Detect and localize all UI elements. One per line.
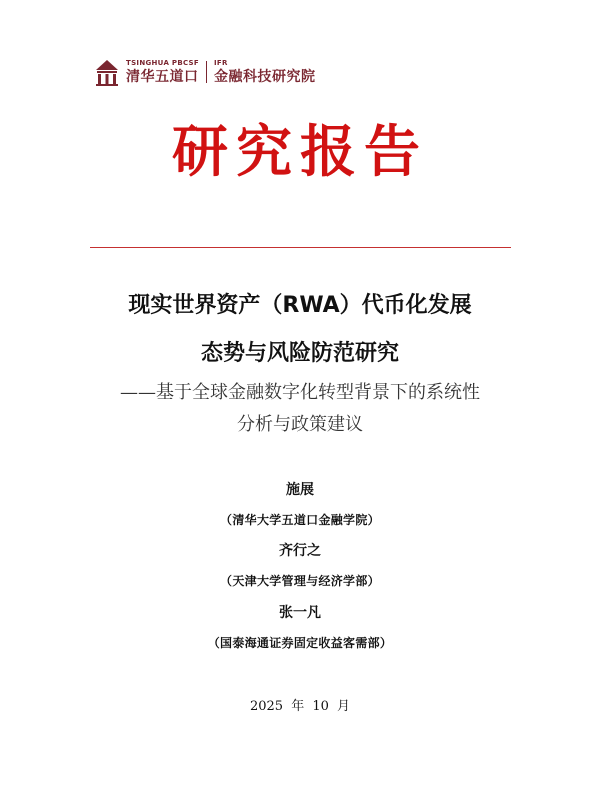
- report-title-line-2: 态势与风险防范研究: [200, 341, 399, 366]
- logo-partner: [214, 60, 316, 84]
- partner-english-text: IFR: [213, 59, 228, 67]
- publication-date: 2025 年 10 月: [249, 699, 351, 714]
- author-affiliation: （清华大学五道口金融学院）: [220, 513, 380, 527]
- divider-rule: [90, 247, 511, 248]
- author-name: 张一凡: [279, 605, 321, 621]
- author-affiliation: （天津大学管理与经济学部）: [220, 574, 380, 588]
- author-name: 施展: [286, 482, 314, 498]
- author-name: 齐行之: [279, 543, 321, 559]
- report-title-line-1: 现实世界资产（RWA）代币化发展: [128, 293, 472, 318]
- report-subtitle-line-1: ——基于全球金融数字化转型背景下的系统性: [120, 382, 480, 403]
- logo-divider: [206, 61, 207, 83]
- partner-chinese-text: 金融科技研究院: [213, 69, 316, 85]
- logo-chinese-text: 清华五道口: [126, 69, 199, 85]
- author-affiliation: （国泰海通证券固定收益客需部）: [207, 636, 393, 650]
- tsinghua-pbcsf-logo-icon: [92, 56, 122, 88]
- report-type-heading: 研究报告: [172, 119, 428, 185]
- logo-english-text: TSINGHUA PBCSF: [126, 59, 199, 67]
- report-subtitle-line-2: 分析与政策建议: [237, 414, 363, 435]
- header-logo: [92, 54, 315, 90]
- logo-primary: [126, 60, 199, 84]
